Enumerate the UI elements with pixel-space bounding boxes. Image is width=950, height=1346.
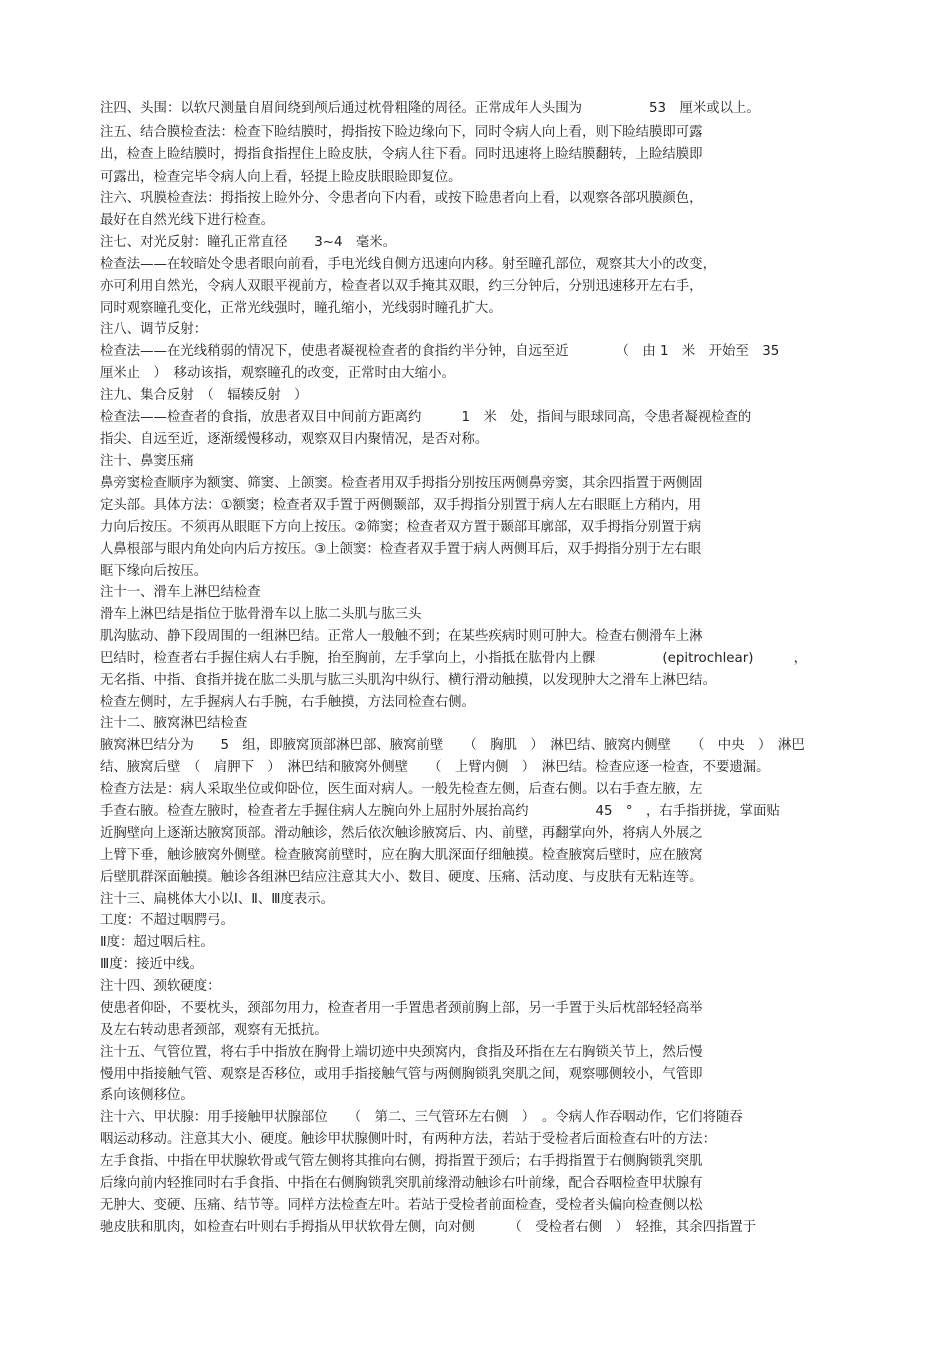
text-line: 手查右腋。检查左腋时，检查者左手握住病人左腕向外上屈肘外展抬高约 45 ° ，右手指拼拢，掌面贴 — [100, 804, 780, 819]
text-line: 结、腋窝后壁 （ 肩胛下 ） 淋巴结和腋窝外侧壁 （ 上臂内侧 ） 淋巴结。检查应逐一检查，不要遗漏。 — [100, 760, 770, 775]
text-line: 后壁肌群深面触摸。触诊各组淋巴结应注意其大小、数目、硬度、压痛、活动度、与皮肤有无粘连等。 — [100, 870, 703, 885]
text-line: 出，检查上睑结膜时，拇指食指捏住上睑皮肤，令病人往下看。同时迅速将上睑结膜翻转，上睑结膜即 — [100, 147, 703, 162]
text-line: 系向该侧移位。 — [100, 1088, 194, 1103]
text-line: 注四、头围：以软尺测量自眉间绕到颅后通过枕骨粗隆的周径。正常成年人头围为 53 厘米或以上。 — [100, 101, 760, 116]
text-line: 注七、对光反射：瞳孔正常直径 3~4 毫米。 — [100, 235, 397, 250]
text-line: 慢用中指接触气管、观察是否移位，或用手指接触气管与两侧胸锁乳突肌之间，观察哪侧较小，气管即 — [100, 1067, 703, 1082]
text-line: 咽运动移动。注意其大小、硬度。触诊甲状腺侧叶时，有两种方法，若站于受检者后面检查右叶的方法： — [100, 1132, 716, 1147]
text-line: 注十五、气管位置，将右手中指放在胸骨上端切迹中央颈窝内，食指及环指在左右胸锁关节上，然后慢 — [100, 1045, 703, 1060]
text-line: Ⅱ度：超过咽后柱。 — [100, 935, 214, 950]
text-line: 注十三、扁桃体大小以Ⅰ、Ⅱ、Ⅲ度表示。 — [100, 892, 335, 907]
text-line: 腋窝淋巴结分为 5 组，即腋窝顶部淋巴部、腋窝前壁 （ 胸肌 ） 淋巴结、腋窝内侧壁 （ 中央 ） 淋巴 — [100, 738, 805, 753]
text-line: 注十四、颈软硬度： — [100, 979, 221, 994]
text-line: 检查方法是：病人采取坐位或仰卧位，医生面对病人。一般先检查左侧，后查右侧。以右手查左腋，左 — [100, 782, 703, 797]
text-line: 注十、鼻窦压痛 — [100, 454, 194, 469]
text-line: 最好在自然光线下进行检查。 — [100, 213, 275, 228]
text-line: 厘米止 ） 移动该指，观察瞳孔的改变，正常时由大缩小。 — [100, 366, 455, 381]
text-line: 检查左侧时，左手握病人右手腕，右手触摸，方法同检查右侧。 — [100, 695, 475, 710]
text-line: 巴结时，检查者右手握住病人右手腕，抬至胸前，左手掌向上，小指抵在肱骨内上髁 (epitrochlear) ， — [100, 651, 808, 666]
text-line: 及左右转动患者颈部，观察有无抵抗。 — [100, 1023, 328, 1038]
text-line: 工度：不超过咽腭弓。 — [100, 913, 234, 928]
text-line: 近胸壁向上逐渐达腋窝顶部。滑动触诊，然后依次触诊腋窝后、内、前壁，再翻掌向外，将病人外展之 — [100, 826, 703, 841]
text-line: 检查法——在较暗处令患者眼向前看，手电光线自侧方迅速向内移。射至瞳孔部位，观察其大小的改变， — [100, 257, 716, 272]
text-line: 人鼻根部与眼内角处向内后方按压。③上颌窦：检查者双手置于病人两侧耳后，双手拇指分别于左右眼 — [100, 542, 702, 557]
text-line: 指尖、自远至近，逐渐缓慢移动，观察双目内聚情况，是否对称。 — [100, 432, 489, 447]
text-line: Ⅲ度：接近中线。 — [100, 957, 203, 972]
text-line: 注九、集合反射 （ 辐辏反射 ） — [100, 388, 308, 403]
text-line: 定头部。具体方法：①额窦；检查者双手置于两侧颞部，双手拇指分别置于病人左右眼眶上方稍内，用 — [100, 498, 702, 513]
text-line: 注十一、滑车上淋巴结检查 — [100, 585, 261, 600]
text-line: 检查法——在光线稍弱的情况下，使患者凝视检查者的食指约半分钟，自远至近 （ 由 1 米 开始至 35 — [100, 344, 780, 359]
text-line: 注十二、腋窝淋巴结检查 — [100, 716, 248, 731]
text-line: 后缘向前内轻推同时右手食指、中指在右侧胸锁乳突肌前缘滑动触诊右叶前缘，配合吞咽检查甲状腺有 — [100, 1176, 703, 1191]
text-line: 注十六、甲状腺：用手接触甲状腺部位 （ 第二、三气管环左右侧 ） 。令病人作吞咽动作，它们将随吞 — [100, 1110, 743, 1125]
text-line: 上臂下垂，触诊腋窝外侧壁。检查腋窝前壁时，应在胸大肌深面仔细触摸。检查腋窝后壁时，应在腋窝 — [100, 848, 703, 863]
text-line: 检查法——检查者的食指，放患者双目中间前方距离约 1 米 处，指间与眼球同高，令患者凝视检查的 — [100, 410, 752, 425]
text-line: 肌沟肱动、静下段周围的一组淋巴结。正常人一般触不到；在某些疾病时则可肿大。检查右侧滑车上淋 — [100, 629, 703, 644]
text-line: 注六、巩膜检查法：拇指按上睑外分、令患者向下内看，或按下睑患者向上看，以观察各部巩膜颜色， — [100, 191, 703, 206]
text-line: 滑车上淋巴结是指位于肱骨滑车以上肱二头肌与肱三头 — [100, 607, 422, 622]
text-line: 左手食指、中指在甲状腺软骨或气管左侧将其推向右侧，拇指置于颈后；右手拇指置于右侧胸锁乳突肌 — [100, 1154, 703, 1169]
text-line: 力向后按压。不须再从眼眶下方向上按压。②筛窦；检查者双方置于颞部耳廓部，双手拇指分别置于病 — [100, 520, 702, 535]
text-line: 眶下缘向后按压。 — [100, 564, 208, 579]
text-line: 无肿大、变硬、压痛、结节等。同样方法检查左叶。若站于受检者前面检查，受检者头偏向检查侧以松 — [100, 1198, 703, 1213]
text-line: 鼻旁窦检查顺序为额窦、筛窦、上颌窦。检查者用双手拇指分别按压两侧鼻旁窦，其余四指置于两侧固 — [100, 476, 703, 491]
text-line: 注五、结合膜检查法：检查下睑结膜时，拇指按下睑边缘向下，同时令病人向上看，则下睑结膜即可露 — [100, 125, 703, 140]
text-line: 无名指、中指、食指并拢在肱二头肌与肱三头肌沟中纵行、横行滑动触摸，以发现肿大之滑车上淋巴结。 — [100, 673, 716, 688]
text-line: 同时观察瞳孔变化，正常光线强时，瞳孔缩小，光线弱时瞳孔扩大。 — [100, 301, 502, 316]
text-line: 亦可利用自然光，令病人双眼平视前方，检查者以双手掩其双眼，约三分钟后，分别迅速移开左右手， — [100, 279, 703, 294]
text-line: 注八、调节反射： — [100, 322, 208, 337]
text-line: 使患者仰卧，不要枕头，颈部勿用力，检查者用一手置患者颈前胸上部，另一手置于头后枕部轻轻高举 — [100, 1001, 703, 1016]
text-line: 可露出，检查完毕令病人向上看，轻提上睑皮肤眼睑即复位。 — [100, 170, 462, 185]
text-line: 驰皮肤和肌肉，如检查右叶则右手拇指从甲状软骨左侧，向对侧 （ 受检者右侧 ） 轻推，其余四指置于 — [100, 1220, 757, 1235]
